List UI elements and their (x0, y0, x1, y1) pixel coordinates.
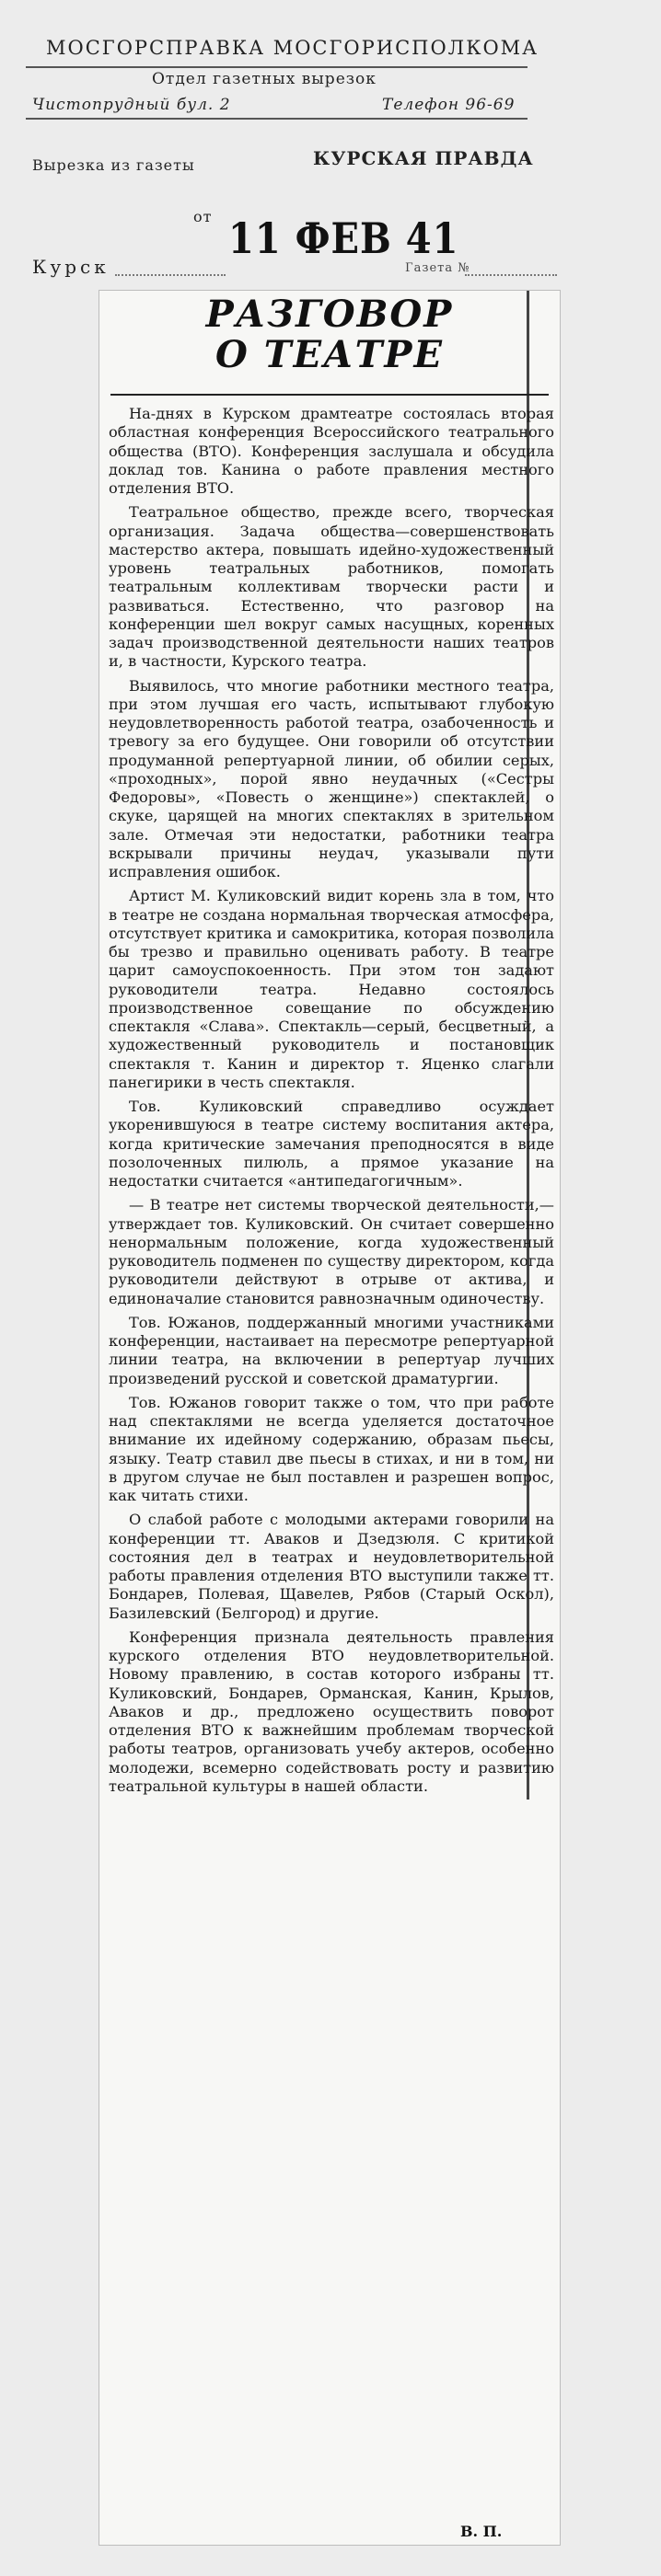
paragraph: Выявилось, что многие работники местного театра, при этом лучшая его часть, испытывают глубокую неудовлетворенность работой театра, озабоченность и тревогу за его будущее. Они говорили об отсутствии продуманной репертуарной линии, об обилии серых, «проходных», порой явно неудачных («Сестры Федоровы», «Повесть о женщине») спектаклей, о скуке, царящей на многих спектаклях в зрительном зале. Отмечая эти недостатки, работники театра вскрывали причины неудач, указывали пути исправления ошибок. (109, 676, 554, 880)
paragraph: Тов. Южанов говорит также о том, что при работе над спектаклями не всегда уделяется достаточное внимание их идейному содержанию, образам пьесы, языку. Театр ставил две пьесы в стихах, и ни в том, ни в другом случае не был поставлен и разрешен вопрос, как читать стихи. (109, 1393, 554, 1504)
title-line-1: РАЗГОВОР (205, 293, 454, 336)
paragraph: Тов. Южанов, поддержанный многими участниками конференции, настаивает на пересмотре репертуарной линии театра, на включении в репертуар лучших произведений русской и советской драматургии. (109, 1313, 554, 1387)
address: Чистопрудный бул. 2 (32, 96, 231, 114)
date-stamp: 11 ФЕВ 41 (228, 213, 459, 264)
department-name: Отдел газетных вырезок (152, 70, 377, 88)
number-label: Газета № (405, 261, 470, 275)
header-rule-2 (26, 118, 528, 120)
clip-label: Вырезка из газеты (32, 156, 195, 174)
paragraph: Тов. Куликовский справедливо осуждает укоренившуюся в театре систему воспитания актера, когда критические замечания преподносятся в виде позолоченных пилюль, а прямое указание на недостатки считается «антипедагогичным». (109, 1098, 554, 1190)
title-rule (110, 394, 549, 396)
paragraph: О слабой работе с молодыми актерами говорили на конференции тт. Аваков и Дзедзюля. С критикой состояния дел в театрах и неудовлетворительной работы правления отделения ВТО выступили также тт. Бондарев, Полевая, Щавелев, Рябов (Старый Оскол), Базилевский (Белгород) и другие. (109, 1511, 554, 1622)
signature: В. П. (460, 2523, 503, 2540)
article-title (99, 294, 560, 375)
dotted-line (115, 274, 226, 276)
newspaper-name: КУРСКАЯ ПРАВДА (313, 147, 534, 169)
from-label: от (193, 208, 213, 225)
paragraph: На-днях в Курском драмтеатре состоялась вторая областная конференция Всероссийского театрального общества (ВТО). Конференция заслушала и обсудила доклад тов. Канина о работе правления местного отделения ВТО. (109, 405, 554, 497)
paragraph: Конференция признала деятельность правления курского отделения ВТО неудовлетворительной. Новому правлению, в состав которого избраны тт. Куликовский, Бондарев, Орманская, Канин, Крылов, Аваков и др., предложено осуществить поворот отделения ВТО к важнейшим проблемам творческой работы театров, организовать учебу актеров, особенно молодежи, всемерно содействовать росту и развитию театральной культуры в нашей области. (109, 1627, 554, 1795)
article-body (109, 405, 554, 1801)
dotted-line (465, 274, 557, 276)
agency-name: МОСГОРСПРАВКА МОСГОРИСПОЛКОМА (46, 37, 539, 59)
paragraph: — В театре нет системы творческой деятельности,—утверждает тов. Куликовский. Он считает совершенно ненормальным положение, когда художественный руководитель подменен по существу директором, когда руководители действуют в отрыве от актива, и единоначалие становится равнозначным одиночеству. (109, 1196, 554, 1307)
header-rule (26, 66, 528, 68)
title-line-2: О ТЕАТРЕ (215, 333, 444, 376)
phone: Телефон 96-69 (382, 96, 516, 114)
city-label: Курск (32, 256, 110, 278)
paragraph: Театральное общество, прежде всего, творческая организация. Задача общества—совершенствовать мастерство актера, повышать идейно-художественный уровень театральных работников, помогать театральным коллективам творчески расти и развиваться. Естественно, что разговор на конференции шел вокруг самых насущных, коренных задач производственной деятельности наших театров и, в частности, Курского театра. (109, 503, 554, 671)
paragraph: Артист М. Куликовский видит корень зла в том, что в театре не создана нормальная творческая атмосфера, отсутствует критика и самокритика, которая позволила бы трезво и правильно оценивать работу. В театре царит самоуспокоенность. При этом тон задают руководители театра. Недавно состоялось производственное совещание по обсуждению спектакля «Слава». Спектакль—серый, бесцветный, а художественный руководитель и постановщик спектакля т. Канин и директор т. Яценко слагали панегирики в честь спектакля. (109, 887, 554, 1091)
